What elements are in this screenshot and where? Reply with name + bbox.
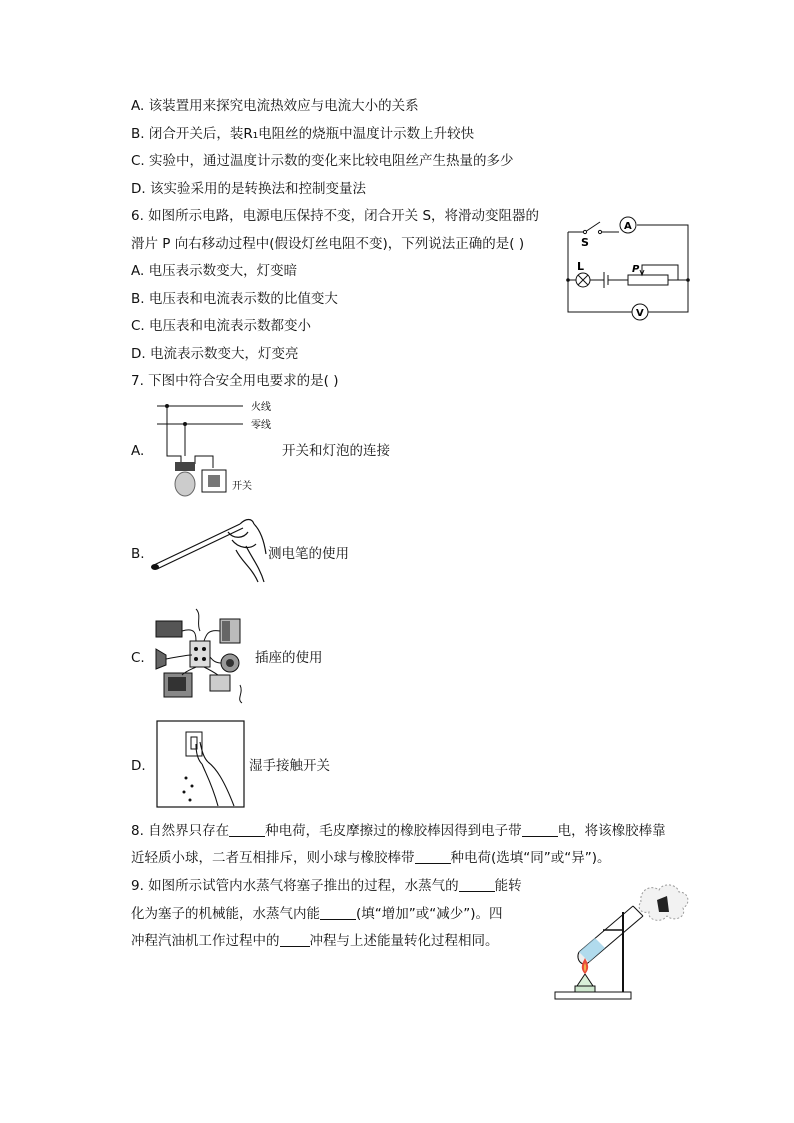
q8-line1 <box>131 822 666 840</box>
q9-text-1: 9. 如图所示试管内水蒸气将塞子推出的过程，水蒸气的 <box>131 878 459 894</box>
q7-caption-b: 测电笔的使用 <box>268 546 349 562</box>
q6-option-d: D. 电流表示数变大，灯变亮 <box>131 346 299 362</box>
q9-blank-3[interactable] <box>280 932 310 947</box>
q6-stem-line1: 6. 如图所示电路，电源电压保持不变，闭合开关 S，将滑动变阻器的 <box>131 208 540 224</box>
test-tube-steam-figure <box>553 882 693 1004</box>
q9-text-2: 能转 <box>494 878 522 894</box>
q8-text-5: 种电荷(选填“同”或“异”)。 <box>450 850 611 866</box>
q7-option-b-letter: B. <box>131 546 145 562</box>
q9-blank-1[interactable] <box>459 877 495 892</box>
q9-line3 <box>131 932 499 950</box>
wet-hand-switch-figure <box>156 720 246 810</box>
q9-line2 <box>131 905 503 923</box>
q9-blank-2[interactable] <box>320 905 356 920</box>
q8-text-3: 电，将该橡胶棒靠 <box>557 823 666 839</box>
lamp-label: L <box>577 260 585 273</box>
voltmeter-label: V <box>636 308 644 319</box>
socket-overload-figure <box>152 605 252 705</box>
q7-caption-d: 湿手接触开关 <box>249 758 330 774</box>
q9-line1 <box>131 877 522 895</box>
test-pen-figure <box>148 510 268 585</box>
q7-option-c-letter: C. <box>131 650 145 666</box>
q8-blank-1[interactable] <box>229 822 265 837</box>
q5-option-a: A. 该装置用来探究电流热效应与电流大小的关系 <box>131 98 419 114</box>
q8-blank-2[interactable] <box>522 822 558 837</box>
live-wire-label: 火线 <box>251 402 271 413</box>
q6-option-b: B. 电压表和电流表示数的比值变大 <box>131 291 338 307</box>
ammeter-label: A <box>624 221 632 232</box>
switch-label: S <box>581 236 589 249</box>
q8-line2 <box>131 849 611 867</box>
q6-option-c: C. 电压表和电流表示数都变小 <box>131 318 312 334</box>
neutral-wire-label: 零线 <box>251 420 271 431</box>
switch-lamp-wiring-figure <box>155 396 275 501</box>
q9-text-3: 化为塞子的机械能，水蒸气内能 <box>131 906 320 922</box>
q9-text-6: 冲程与上述能量转化过程相同。 <box>309 933 499 949</box>
q7-caption-a: 开关和灯泡的连接 <box>282 443 390 459</box>
q7-option-d-letter: D. <box>131 758 146 774</box>
circuit-diagram <box>560 210 700 325</box>
switch-text-label: 开关 <box>232 481 252 492</box>
q9-text-5: 冲程汽油机工作过程中的 <box>131 933 280 949</box>
q7-option-a-letter: A. <box>131 443 145 459</box>
q6-stem-line2: 滑片 P 向右移动过程中(假设灯丝电阻不变)，下列说法正确的是( ) <box>131 236 525 252</box>
q7-caption-c: 插座的使用 <box>255 650 323 666</box>
q8-text-4: 近轻质小球，二者互相排斥，则小球与橡胶棒带 <box>131 850 415 866</box>
q5-option-b: B. 闭合开关后，装R₁电阻丝的烧瓶中温度计示数上升较快 <box>131 126 475 142</box>
slider-label: P <box>632 264 640 275</box>
q5-option-d: D. 该实验采用的是转换法和控制变量法 <box>131 181 366 197</box>
q7-stem: 7. 下图中符合安全用电要求的是( ) <box>131 373 339 389</box>
q8-text-1: 8. 自然界只存在 <box>131 823 230 839</box>
q5-option-c: C. 实验中，通过温度计示数的变化来比较电阻丝产生热量的多少 <box>131 153 514 169</box>
q6-option-a: A. 电压表示数变大，灯变暗 <box>131 263 298 279</box>
q9-text-4: (填“增加”或“减少”)。四 <box>356 906 503 922</box>
q8-text-2: 种电荷，毛皮摩擦过的橡胶棒因得到电子带 <box>265 823 522 839</box>
q8-blank-3[interactable] <box>415 849 451 864</box>
